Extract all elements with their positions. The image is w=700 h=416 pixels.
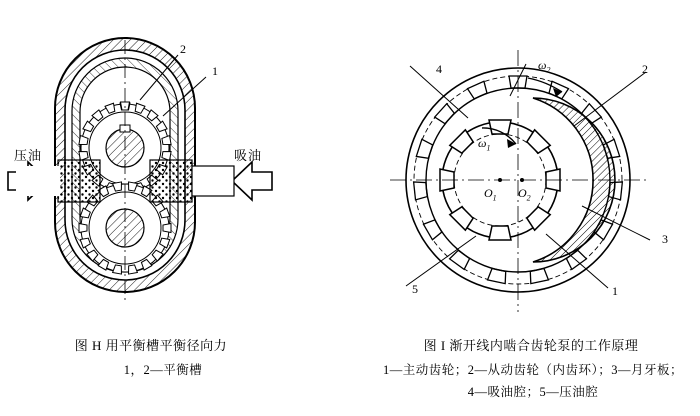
omega2-label <box>538 58 550 74</box>
suction-oil-label: 吸油 <box>234 148 263 163</box>
o2-symbol: O <box>518 186 527 200</box>
figure-h-caption-line1: 图 H 用平衡槽平衡径向力 <box>74 338 228 353</box>
omega1-symbol: ω <box>478 136 487 150</box>
center-point-o1 <box>498 178 502 182</box>
figure-i-caption-line1: 图 I 渐开线内啮合齿轮泵的工作原理 <box>423 338 639 353</box>
omega2-symbol: ω <box>538 58 547 72</box>
internal-gear-pump-drawing <box>350 0 700 330</box>
suction-port <box>150 160 272 202</box>
o2-subscript: 2 <box>526 193 531 203</box>
external-gear-pump-drawing <box>0 0 350 330</box>
omega2-subscript: 2 <box>546 65 551 75</box>
callout-1-left: 1 <box>212 64 218 78</box>
figure-i-caption-line2: 1—主动齿轮；2—从动齿轮（内齿环）；3—月牙板； <box>382 363 683 377</box>
pressure-oil-label: 压油 <box>14 148 43 163</box>
omega1-subscript: 1 <box>486 143 491 153</box>
callout-2-left: 2 <box>180 42 186 56</box>
o1-symbol: O <box>484 186 493 200</box>
callout-4-right: 4 <box>436 62 442 76</box>
callout-5-right: 5 <box>412 282 418 296</box>
callout-2-right: 2 <box>642 62 648 76</box>
figure-i <box>350 0 700 416</box>
center-o1-label <box>484 186 497 202</box>
figure-h-caption-line2: 1，2—平衡槽 <box>123 363 203 377</box>
center-point-o2 <box>520 178 524 182</box>
omega1-label <box>478 136 490 152</box>
center-o2-label <box>518 186 531 202</box>
callout-1-right: 1 <box>612 284 618 298</box>
o1-subscript: 1 <box>492 193 497 203</box>
callout-3-right: 3 <box>662 232 668 246</box>
figure-i-caption-line3: 4—吸油腔；5—压油腔 <box>467 385 599 399</box>
